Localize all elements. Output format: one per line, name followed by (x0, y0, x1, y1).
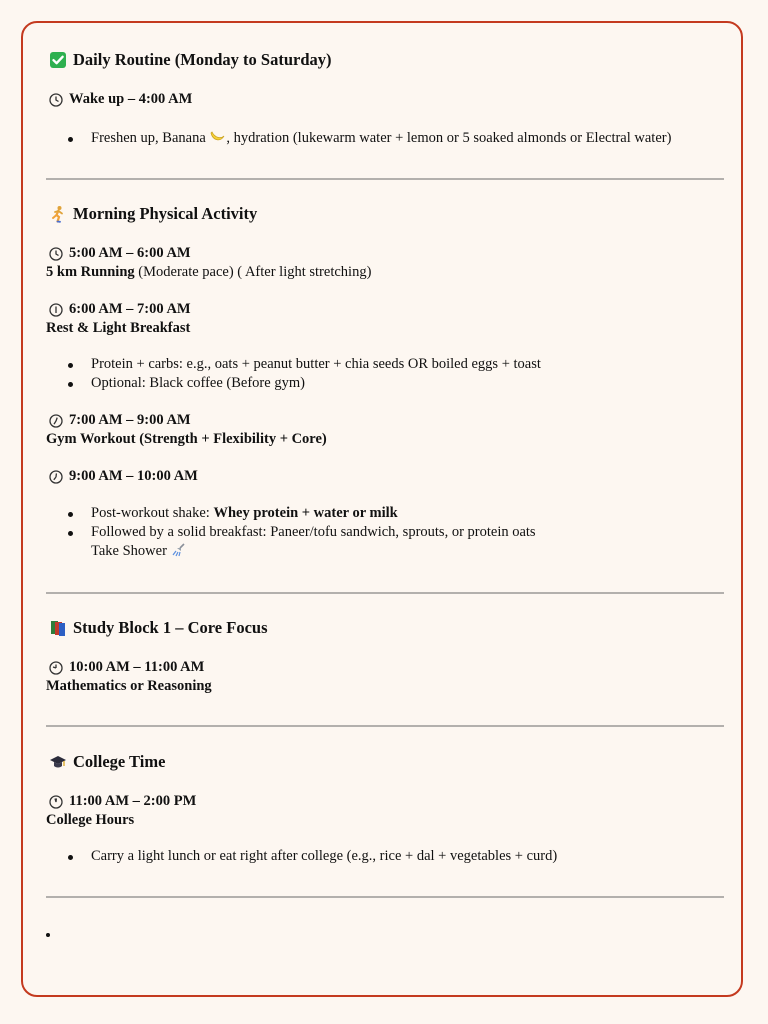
bullet-dot (68, 855, 73, 860)
shake-text: Post-workout shake: (91, 505, 214, 521)
bullet-dot (68, 363, 73, 368)
clock-icon (49, 93, 63, 107)
daily-routine-heading (49, 50, 332, 70)
college-time-title: College Time (73, 752, 166, 771)
daily-routine-title: Daily Routine (Monday to Saturday) (73, 50, 332, 69)
morning-activity-heading (49, 204, 257, 224)
breakfast-bullet: Protein + carbs: e.g., oats + peanut butter + chia seeds OR boiled eggs + toast (91, 356, 541, 372)
clock-icon (49, 795, 63, 809)
time-7am (49, 412, 191, 429)
stray-bullet-dot (46, 933, 50, 937)
divider (46, 178, 724, 180)
runner-icon (49, 205, 67, 223)
time-5am-label: 5:00 AM – 6:00 AM (69, 245, 191, 261)
time-9am-label: 9:00 AM – 10:00 AM (69, 468, 198, 484)
clock-icon (49, 303, 63, 317)
time-10am (49, 659, 204, 676)
gym-workout-title: Gym Workout (Strength + Flexibility + Core) (46, 431, 327, 447)
time-6am-label: 6:00 AM – 7:00 AM (69, 301, 191, 317)
bullet-dot (68, 382, 73, 387)
divider (46, 725, 724, 727)
rest-breakfast-title: Rest & Light Breakfast (46, 320, 191, 336)
banana-icon (209, 130, 226, 149)
study-block-heading (49, 618, 268, 638)
books-icon (49, 619, 67, 637)
bullet-dot (68, 137, 73, 142)
clock-icon (49, 414, 63, 428)
clock-icon (49, 470, 63, 484)
wake-bullet-text-end: , hydration (lukewarm water + lemon or 5 soaked almonds or Electral water) (226, 130, 672, 146)
time-9am (49, 468, 198, 485)
divider (46, 896, 724, 898)
shower-line (91, 543, 187, 562)
time-11am (49, 793, 196, 810)
college-time-heading (49, 752, 165, 772)
college-hours-title: College Hours (46, 812, 135, 828)
lunch-bullet: Carry a light lunch or eat right after college (e.g., rice + dal + vegetables + curd) (91, 848, 558, 864)
morning-activity-title: Morning Physical Activity (73, 204, 258, 223)
coffee-bullet: Optional: Black coffee (Before gym) (91, 375, 305, 391)
shake-bold-text: Whey protein + water or milk (213, 505, 398, 521)
wake-bullet-text-start: Freshen up, Banana (91, 130, 210, 146)
time-6am (49, 301, 191, 318)
clock-icon (49, 661, 63, 675)
time-7am-label: 7:00 AM – 9:00 AM (69, 412, 191, 428)
bullet-dot (68, 512, 73, 517)
divider (46, 592, 724, 594)
wake-up-time (49, 91, 192, 108)
time-11am-label: 11:00 AM – 2:00 PM (69, 793, 197, 809)
solid-breakfast-bullet: Followed by a solid breakfast: Paneer/tofu sandwich, sprouts, or protein oats (91, 524, 536, 540)
running-details: (Moderate pace) ( After light stretching) (134, 264, 372, 280)
wake-up-label: Wake up – 4:00 AM (69, 91, 193, 107)
shower-icon (171, 543, 187, 562)
time-10am-label: 10:00 AM – 11:00 AM (69, 659, 205, 675)
graduation-cap-icon (49, 753, 67, 771)
bullet-dot (68, 531, 73, 536)
check-box-icon (49, 51, 67, 69)
routine-card (21, 21, 743, 997)
shake-bullet (91, 505, 398, 522)
shower-text: Take Shower (91, 543, 171, 559)
study-block-title: Study Block 1 – Core Focus (73, 618, 268, 637)
clock-icon (49, 247, 63, 261)
running-description (46, 264, 371, 281)
wake-bullet (91, 130, 671, 149)
math-reasoning-title: Mathematics or Reasoning (46, 678, 212, 694)
running-title: 5 km Running (46, 264, 135, 280)
time-5am (49, 245, 191, 262)
